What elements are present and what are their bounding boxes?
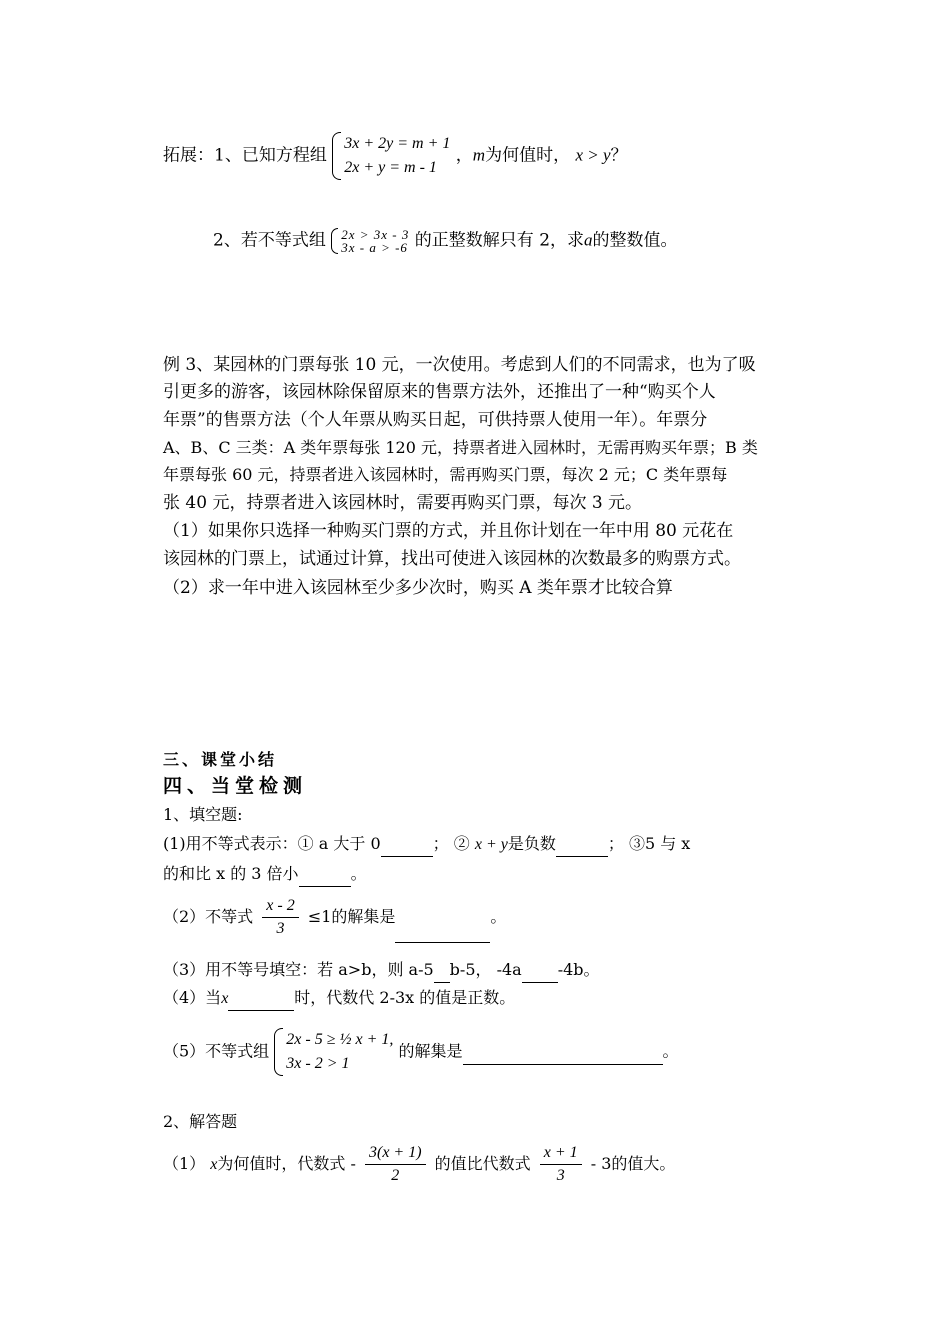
fill-blank-title: 1、填空题: [163, 805, 243, 824]
example-line: 引更多的游客，该园林除保留原来的售票方法外，还推出了一种“购买个人 [163, 382, 716, 402]
sq1-text: 为何值时，代数式 - [217, 1154, 356, 1173]
answer-blank[interactable] [522, 958, 558, 983]
var-x: x [210, 1156, 218, 1173]
q1-text: 是负数 [507, 834, 556, 853]
q2-text: ≤1的解集是 [307, 907, 396, 926]
example-line: 年票每张 60 元，持票者进入该园林时，需再购买门票，每次 2 元；C 类年票每 [163, 465, 728, 484]
section-test-heading: 四、当堂检测 [163, 775, 308, 797]
fill-q4 [163, 986, 515, 1011]
q2-text: 。 [490, 907, 507, 926]
example-line: 张 40 元，持票者进入该园林时，需要再购买门票，每次 3 元。 [163, 493, 643, 513]
ext2-mid: 的正整数解只有 2，求 [414, 230, 585, 251]
ext1-mid: ， [455, 145, 473, 166]
q1-expr: x + y [474, 836, 508, 853]
inequality-system [331, 228, 409, 254]
var-m: m [472, 145, 486, 165]
inequality-system [274, 1028, 393, 1076]
fraction [365, 1142, 426, 1187]
example-line: 年票”的售票方法（个人年票从购买日起，可供持票人使用一年）。年票分 [163, 410, 708, 430]
numerator: 3(x + 1) [365, 1142, 426, 1165]
fraction [540, 1142, 582, 1187]
answer-blank[interactable] [228, 986, 294, 1011]
var-x: x [221, 990, 229, 1007]
q3-text: b-5， -4a [449, 960, 522, 979]
equation-system [332, 132, 450, 180]
q1-text: 的和比 x 的 3 倍小 [163, 864, 299, 883]
sq1-text: - 3的值大。 [590, 1154, 676, 1173]
q1-text: ； ③5 与 x [607, 834, 691, 853]
brace-icon [332, 132, 341, 180]
q4-text: （4）当 [163, 988, 222, 1007]
denominator: 3 [556, 1167, 565, 1184]
fill-q3 [163, 958, 600, 983]
answer-blank[interactable] [434, 958, 450, 983]
answer-blank[interactable] [299, 862, 351, 887]
condition: x > y [575, 145, 611, 165]
inequality-1: 2x - 5 ≥ ½ x + 1, [286, 1031, 394, 1048]
ext1-prefix: 拓展：1、已知方程组 [163, 145, 327, 166]
section-summary-heading: 三、课堂小结 [163, 750, 278, 769]
q1-text: (1)用不等式表示：① a 大于 0 [163, 834, 381, 853]
solve-title: 2、解答题 [163, 1112, 238, 1131]
example-line: A、B、C 三类：A 类年票每张 120 元，持票者进入园林时，无需再购买年票；B 类 [163, 438, 758, 457]
q4-text: 时，代数代 2-3x 的值是正数。 [294, 988, 516, 1007]
q5-text: （5）不等式组 [163, 1041, 270, 1061]
q1-text: ； ② [432, 834, 470, 853]
q3-text: （3）用不等号填空：若 a>b，则 a-5 [163, 960, 434, 979]
q3-text: -4b。 [557, 960, 600, 979]
example-line: （2）求一年中进入该园林至少多少次时，购买 A 类年票才比较合算 [163, 578, 673, 598]
fraction [262, 895, 298, 940]
answer-blank[interactable] [463, 1040, 663, 1065]
fill-q5 [163, 1028, 679, 1076]
denominator: 2 [391, 1167, 400, 1184]
sq1-text: 的值比代数式 [434, 1154, 531, 1173]
fill-q2 [163, 892, 506, 943]
equation-1: 3x + 2y = m + 1 [344, 135, 451, 152]
inequality-2: 3x - 2 > 1 [286, 1055, 350, 1072]
solve-q1 [163, 1138, 675, 1191]
extension-question-2 [213, 228, 678, 254]
q5-text: 的解集是 [398, 1041, 463, 1061]
brace-icon [274, 1028, 283, 1076]
var-a: a [584, 230, 593, 250]
q2-text: （2）不等式 [163, 907, 254, 926]
numerator: x + 1 [540, 1142, 582, 1165]
ext2-prefix: 2、若不等式组 [213, 230, 326, 251]
extension-question-1 [163, 132, 628, 180]
answer-blank[interactable] [381, 832, 433, 857]
inequality-2: 3x - a > -6 [341, 240, 408, 255]
ext1-tail: 为何值时， [485, 145, 571, 166]
equation-2: 2x + y = m - 1 [344, 159, 437, 176]
q1-text: 。 [350, 864, 367, 883]
brace-icon [331, 228, 338, 254]
sq1-text: （1） [163, 1154, 206, 1173]
answer-blank[interactable] [395, 892, 490, 943]
ext1-end: ？ [610, 145, 628, 166]
example-line: 例 3、某园林的门票每张 10 元，一次使用。考虑到人们的不同需求，也为了吸 [163, 355, 756, 375]
denominator: 3 [276, 920, 285, 937]
answer-blank[interactable] [556, 832, 608, 857]
example-line: 该园林的门票上，试通过计算，找出可使进入该园林的次数最多的购票方式。 [163, 549, 741, 569]
inequality-1: 2x > 3x - 3 [341, 227, 410, 242]
example-line: （1）如果你只选择一种购买门票的方式，并且你计划在一年中用 80 元花在 [163, 521, 734, 541]
fill-q1 [163, 832, 690, 857]
fill-q1-cont [163, 862, 367, 887]
q5-text: 。 [662, 1041, 679, 1061]
numerator: x - 2 [262, 895, 298, 918]
ext2-end: 的整数值。 [592, 230, 678, 251]
